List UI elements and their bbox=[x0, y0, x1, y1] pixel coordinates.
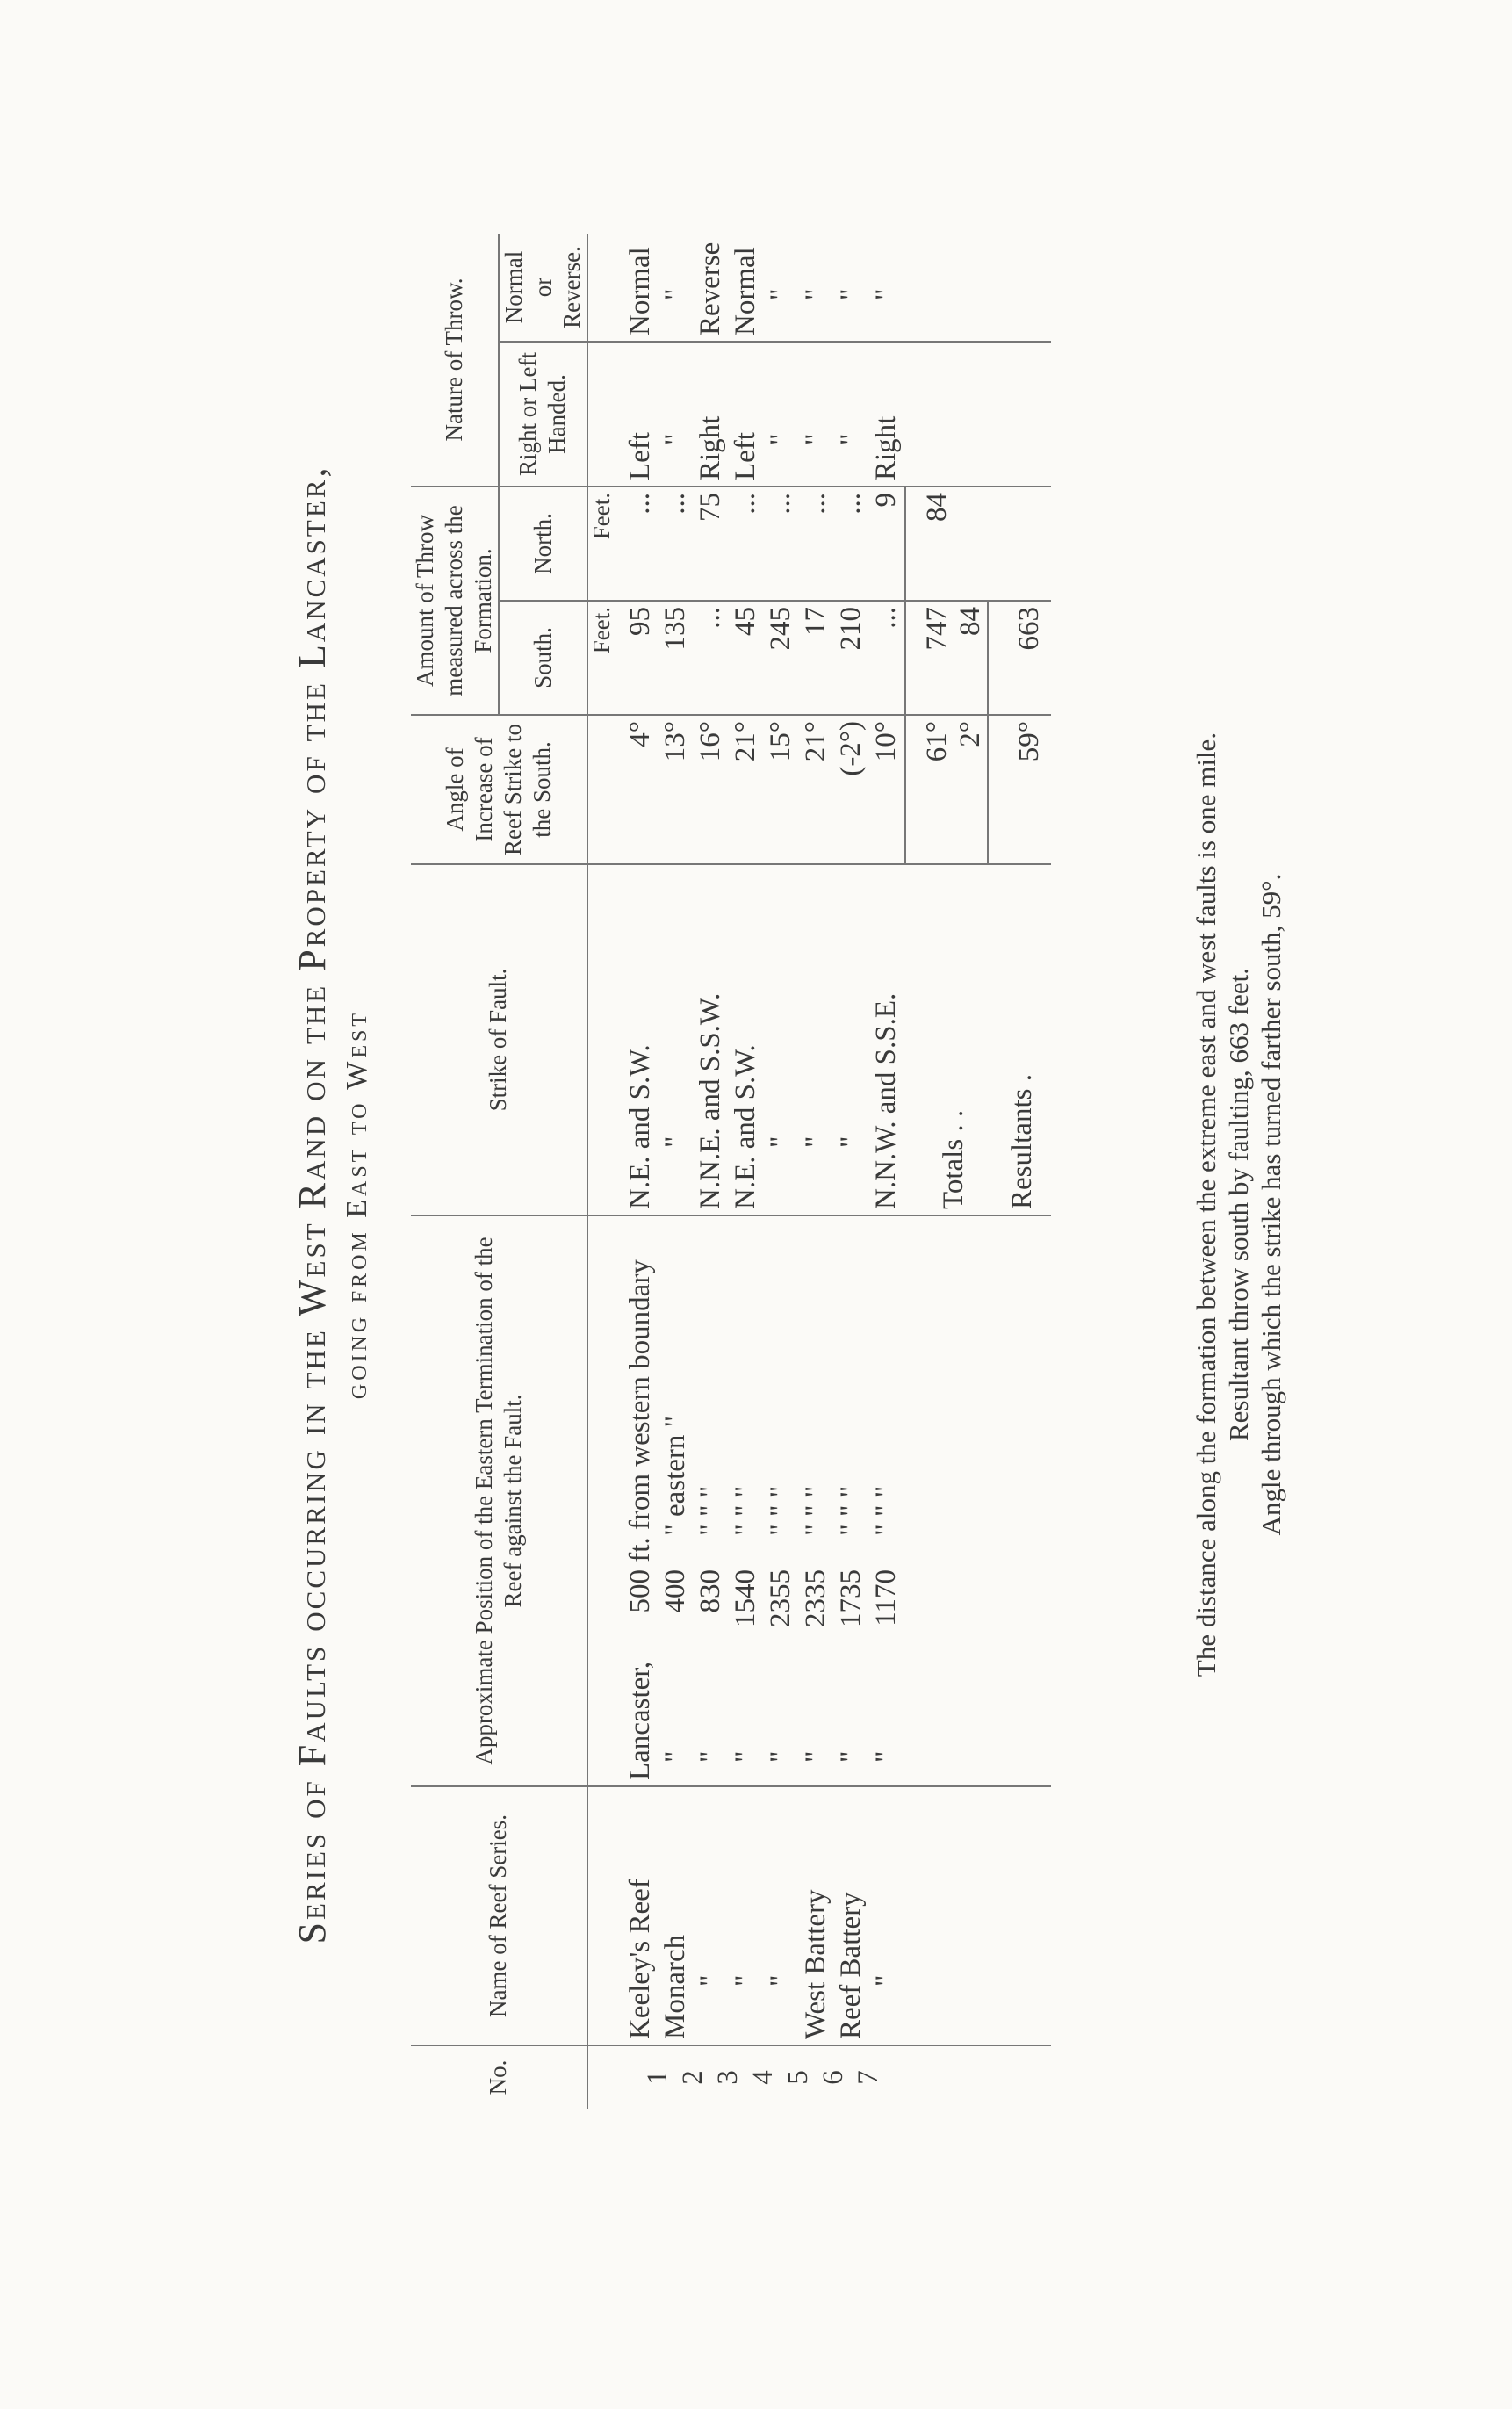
row-hand: " bbox=[835, 433, 868, 445]
table-title: Series of Faults occurring in the West Rand on the Property of the Lancaster, bbox=[291, 465, 334, 1944]
feet-unit-south: Feet. bbox=[587, 607, 615, 654]
row-angle: 16° bbox=[694, 721, 726, 762]
note-angle: Angle through which the strike has turned farther south, 59°. bbox=[1256, 873, 1286, 1536]
row-south: 17 bbox=[799, 607, 832, 636]
row-hand: Left bbox=[730, 432, 762, 480]
row-normal: " bbox=[800, 288, 832, 300]
row-south: 135 bbox=[659, 607, 691, 651]
col-angle bbox=[587, 715, 905, 864]
row-name: " bbox=[695, 1974, 727, 1987]
row-north: ... bbox=[764, 493, 796, 515]
row-name: Keeley's Reef bbox=[624, 1879, 657, 2039]
totals-north: 84 bbox=[905, 487, 989, 601]
row-strike: N.N.E. and S.S.W. bbox=[695, 992, 727, 1209]
row-position: "1735 " " " bbox=[835, 1485, 868, 1763]
row-position: "400 " eastern " bbox=[659, 1415, 692, 1763]
row-name: Monarch bbox=[659, 1934, 692, 2039]
header-north: North. bbox=[499, 487, 587, 601]
faults-table bbox=[411, 234, 1051, 2109]
row-no: 2 bbox=[677, 2070, 709, 2085]
row-angle: 10° bbox=[869, 721, 902, 762]
row-normal: " bbox=[659, 288, 692, 300]
col-strike bbox=[587, 864, 905, 1215]
col-normal bbox=[587, 234, 905, 342]
row-normal: Normal bbox=[730, 247, 762, 335]
row-hand: Left bbox=[624, 432, 657, 480]
row-north: ... bbox=[729, 493, 761, 515]
row-normal: " bbox=[870, 288, 903, 300]
row-north: ... bbox=[659, 493, 691, 515]
row-south: 245 bbox=[764, 607, 796, 651]
totals-south: 747 84 bbox=[905, 601, 989, 715]
resultants-angle: 59° bbox=[988, 715, 1051, 864]
header-position: Approximate Position of the Eastern Termination of the Reef against the Fault. bbox=[411, 1215, 587, 1786]
header-no: No. bbox=[411, 2045, 587, 2109]
row-hand: Right bbox=[870, 415, 903, 480]
feet-unit-north: Feet. bbox=[587, 493, 615, 540]
row-position: "1170 " " " bbox=[870, 1485, 903, 1763]
col-south bbox=[587, 601, 905, 715]
row-angle: 4° bbox=[623, 721, 656, 747]
row-name: " bbox=[870, 1974, 903, 1987]
resultants-label: Resultants . bbox=[988, 864, 1051, 1215]
row-hand: Right bbox=[695, 415, 727, 480]
col-north bbox=[587, 487, 905, 601]
row-normal: Reverse bbox=[695, 242, 727, 335]
resultants-south: 663 bbox=[988, 601, 1051, 715]
row-position: Lancaster,500 ft. from western boundary bbox=[624, 1259, 657, 1780]
row-name: " bbox=[730, 1974, 762, 1987]
row-name: Reef Battery bbox=[835, 1892, 868, 2039]
header-angle: Angle of Increase of Reef Strike to the South. bbox=[411, 715, 587, 864]
row-angle: 13° bbox=[659, 721, 691, 762]
col-hand bbox=[587, 342, 905, 487]
row-hand: " bbox=[659, 433, 692, 445]
row-position: "2355 " " " bbox=[765, 1485, 797, 1763]
row-position: "2335 " " " bbox=[800, 1485, 832, 1763]
row-position: "830 " " " bbox=[695, 1485, 727, 1763]
row-south: 210 bbox=[834, 607, 867, 651]
row-normal: " bbox=[835, 288, 868, 300]
row-north: ... bbox=[834, 493, 867, 515]
row-hand: " bbox=[765, 433, 797, 445]
row-north: 9 bbox=[869, 493, 902, 508]
row-south: 95 bbox=[623, 607, 656, 636]
row-position: "1540 " " " bbox=[730, 1485, 762, 1763]
row-south: ... bbox=[869, 607, 902, 629]
row-normal: " bbox=[765, 288, 797, 300]
row-angle: (-2°) bbox=[834, 721, 867, 776]
col-no bbox=[587, 2045, 905, 2109]
row-north: ... bbox=[623, 493, 656, 515]
header-hand: Right or Left Handed. bbox=[499, 342, 587, 487]
totals-angle: 61° 2° bbox=[905, 715, 989, 864]
col-name bbox=[587, 1786, 905, 2045]
header-amount: Amount of Throw measured across the Formation. bbox=[411, 487, 499, 715]
note-distance: The distance along the formation between the extreme east and west faults is one mile. bbox=[1191, 732, 1221, 1677]
row-angle: 21° bbox=[729, 721, 761, 762]
row-no: 1 bbox=[642, 2070, 674, 2085]
header-normal: Normal or Reverse. bbox=[499, 234, 587, 342]
row-angle: 21° bbox=[799, 721, 832, 762]
col-position bbox=[587, 1215, 905, 1786]
header-south: South. bbox=[499, 601, 587, 715]
row-strike: N.E. and S.W. bbox=[730, 1044, 762, 1209]
row-no: 7 bbox=[853, 2070, 885, 2085]
row-hand: " bbox=[800, 433, 832, 445]
row-north: 75 bbox=[694, 493, 726, 522]
row-no: 4 bbox=[747, 2070, 780, 2085]
header-strike: Strike of Fault. bbox=[411, 864, 587, 1215]
row-normal: Normal bbox=[624, 247, 657, 335]
header-nature: Nature of Throw. bbox=[411, 234, 499, 487]
row-strike: " bbox=[800, 1136, 832, 1148]
row-south: ... bbox=[694, 607, 726, 629]
row-name: West Battery bbox=[800, 1889, 832, 2039]
row-angle: 15° bbox=[764, 721, 796, 762]
row-south: 45 bbox=[729, 607, 761, 636]
header-name: Name of Reef Series. bbox=[411, 1786, 587, 2045]
row-strike: N.E. and S.W. bbox=[624, 1044, 657, 1209]
note-resultant-throw: Resultant throw south by faulting, 663 feet. bbox=[1223, 968, 1254, 1441]
row-strike: " bbox=[659, 1136, 692, 1148]
row-no: 6 bbox=[817, 2070, 850, 2085]
row-no: 3 bbox=[712, 2070, 745, 2085]
row-strike: " bbox=[765, 1136, 797, 1148]
row-strike: N.N.W. and S.S.E. bbox=[870, 992, 903, 1209]
table-subtitle: going from East to West bbox=[341, 1009, 373, 1400]
row-strike: " bbox=[835, 1136, 868, 1148]
totals-label: Totals . . bbox=[905, 864, 989, 1215]
row-name: " bbox=[765, 1974, 797, 1987]
row-north: ... bbox=[799, 493, 832, 515]
row-no: 5 bbox=[782, 2070, 815, 2085]
